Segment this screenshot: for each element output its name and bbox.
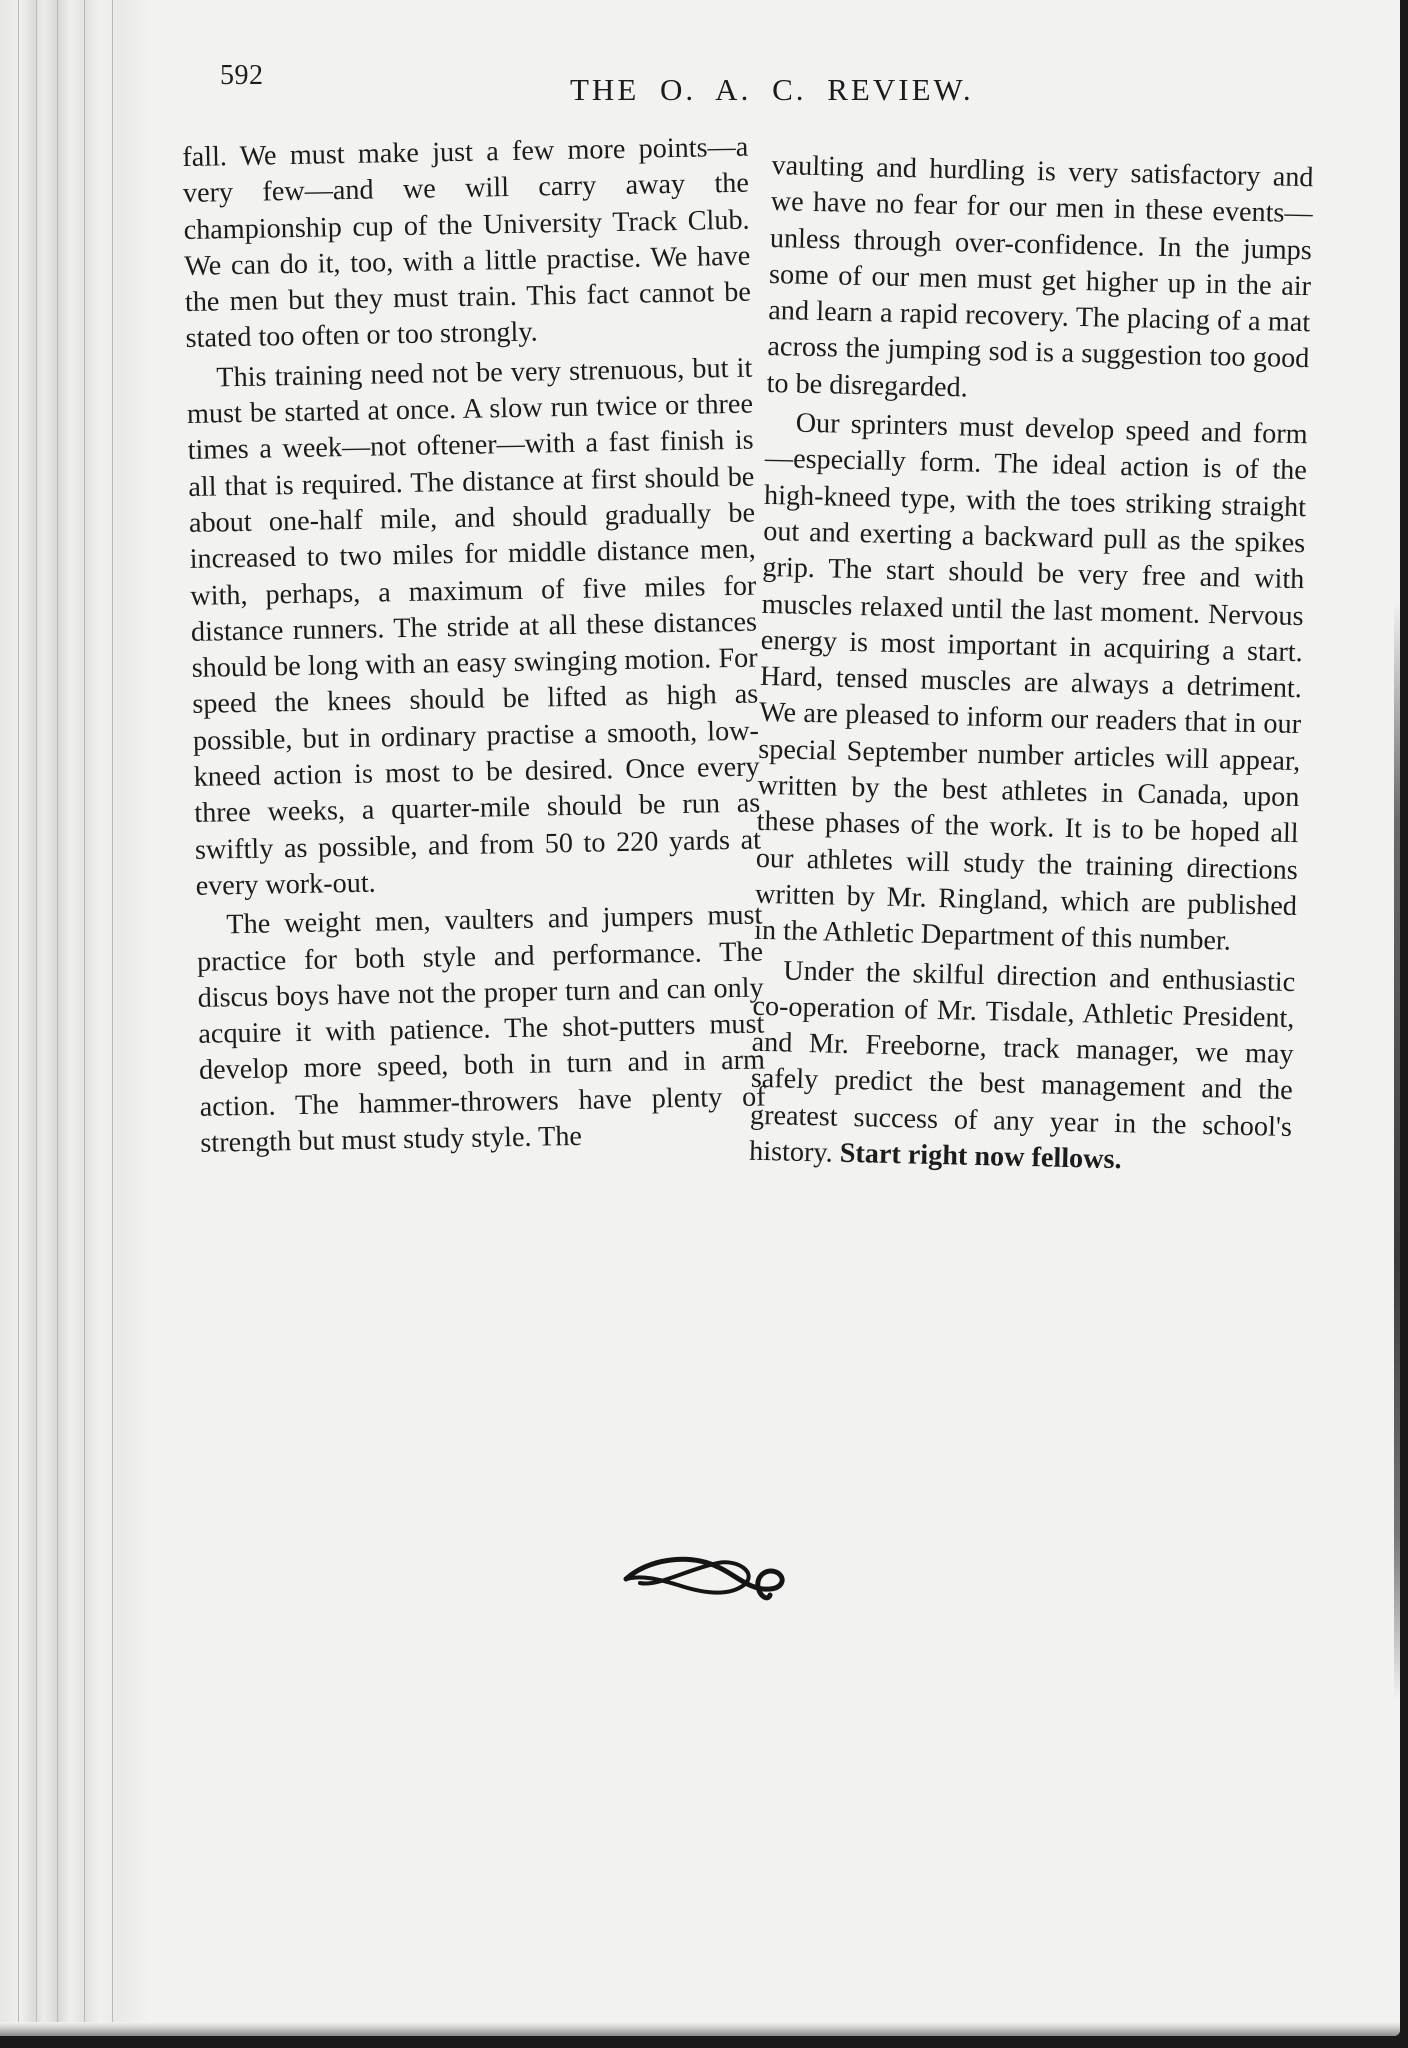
page-edge-line — [36, 0, 37, 2036]
left-paragraph-3: The weight men, vaulters and jumpers must practice for both style and performance. The discus boys have not the proper turn and can only acquire it with patience. The shot-putters must develop more speed, both in turn and in arm action. The hammer-throwers have plenty of strength but must study style. The — [196, 899, 766, 1159]
closing-exhortation: Start right now fellows. — [839, 1137, 1122, 1176]
page-edge-line — [57, 0, 58, 2036]
flourish-ornament-icon — [618, 1545, 788, 1615]
running-title: THE O. A. C. REVIEW. — [570, 72, 974, 107]
right-paragraph-1: vaulting and hurdling is very satisfactory and we have no fear for our men in these events—unless through over-confidence. In the jumps some of our men must get higher up in the air and learn a rapid recovery. The placing of a mat across the jumping sod is a suggestion too good to be disregarded. — [766, 149, 1314, 404]
page-header — [220, 60, 1260, 110]
right-column — [749, 148, 1314, 1182]
right-paragraph-3 — [749, 952, 1296, 1182]
left-paragraph-1: fall. We must make just a few more points—a very few—and we will carry away the championship cup of the University Track Club. We can do it, too, with a little practise. We have the men but they must train. This fact cannot be stated too often or too strongly. — [182, 131, 752, 355]
page-number: 592 — [220, 60, 264, 91]
page-edge-line — [18, 0, 19, 2036]
bottom-page-edge — [0, 2022, 1400, 2036]
page-edge-line — [84, 0, 85, 2036]
page-binding-edges — [0, 0, 150, 2036]
page-edge-line — [112, 0, 113, 2036]
right-paragraph-3-text: Under the skilful direction and enthusiastic co-operation of Mr. Tisdale, Athletic President, and Mr. Freeborne, track manager, we may safely predict the best management and the greatest success of any year in the school's history. — [748, 955, 1296, 1169]
left-column — [182, 130, 767, 1163]
right-page-edge — [1394, 600, 1400, 1700]
left-paragraph-2: This training need not be very strenuous, but it must be started at once. A slow run twice or three times a week—not oftener—with a fast finish is all that is required. The distance at first should be about one-half mile, and should gradually be increased to two miles for middle distance men, with, perhaps, a maximum of five miles for distance runners. The stride at all these distances should be long with an easy swinging motion. For speed the knees should be lifted as high as possible, but in ordinary practise a smooth, low-kneed action is most to be desired. Once every three weeks, a quarter-mile should be run as swiftly as possible, and from 50 to 220 yards at every work-out. — [186, 352, 762, 902]
right-paragraph-2: Our sprinters must develop speed and form—especially form. The ideal action is of the high-kneed type, with the toes striking straight out and exerting a backward pull as the spikes grip. The start should be very free and with muscles relaxed until the last moment. Nervous energy is most important in acquiring a start. Hard, tensed muscles are always a detriment. We are pleased to inform our readers that in our special September number articles will appear, written by the best athletes in Canada, upon these phases of the work. It is to be hoped all our athletes will study the training directions written by Mr. Ringland, which are published in the Athletic Department of this number. — [753, 407, 1308, 957]
